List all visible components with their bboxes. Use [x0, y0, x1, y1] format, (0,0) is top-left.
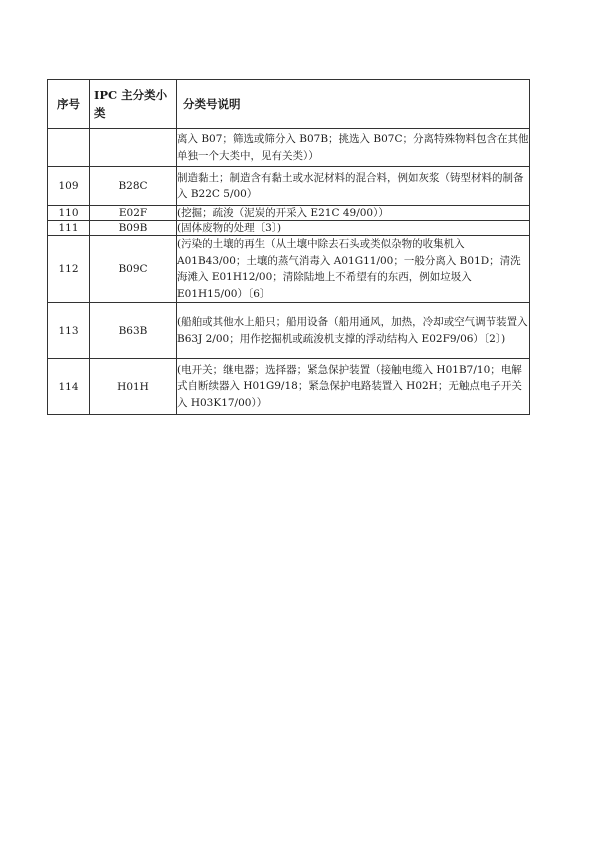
row-description: (污染的土壤的再生（从土壤中除去石头或类似杂物的收集机入 A01B43/00；土壤的蒸气消毒入 A01G11/00；一般分离入 B01D；清洗海滩入 E01H12/00；清除陆地上不希望有的东西，例如垃圾入 E01H15/00）〔6〕 [177, 236, 530, 303]
header-serial-number: 序号 [48, 80, 90, 129]
row-ipc-code: B09C [90, 236, 177, 303]
row-ipc-code: B63B [90, 303, 177, 359]
row-ipc-code: E02F [90, 206, 177, 221]
row-description: 离入 B07；筛选或筛分入 B07B；挑选入 B07C；分离特殊物料包含在其他单独一个大类中，见有关类）） [177, 129, 530, 167]
table-row [48, 221, 530, 236]
row-ipc-code: B09B [90, 221, 177, 236]
row-serial-number [48, 129, 90, 167]
ipc-classification-table [47, 79, 530, 415]
table-header [48, 80, 530, 129]
header-ipc-main-class [90, 80, 177, 129]
row-serial-number: 113 [48, 303, 90, 359]
header-classification-description: 分类号说明 [177, 80, 530, 129]
row-description: (固体废物的处理〔3〕) [177, 221, 530, 236]
row-description: (挖掘；疏浚（泥炭的开采入 E21C 49/00）） [177, 206, 530, 221]
row-serial-number: 109 [48, 167, 90, 206]
row-serial-number: 110 [48, 206, 90, 221]
table-row [48, 206, 530, 221]
row-description: 制造黏土；制造含有黏土或水泥材料的混合料，例如灰浆（铸型材料的制备入 B22C 5/00） [177, 167, 530, 206]
table-body [48, 129, 530, 415]
table-row [48, 167, 530, 206]
table-row [48, 303, 530, 359]
table-row [48, 236, 530, 303]
header-ipc-main-class-line1: IPC 主分类小 [94, 88, 168, 102]
row-description: (船舶或其他水上船只；船用设备（船用通风，加热，冷却或空气调节装置入 B63J 2/00；用作挖掘机或疏浚机支撑的浮动结构入 E02F9/06）〔2〕) [177, 303, 530, 359]
row-ipc-code: H01H [90, 359, 177, 415]
header-ipc-main-class-line2: 类 [94, 106, 106, 120]
row-description: (电开关；继电器；选择器；紧急保护装置（接触电缆入 H01B7/10；电解式自断续器入 H01G9/18；紧急保护电路装置入 H02H；无触点电子开关入 H03K17/00）） [177, 359, 530, 415]
row-serial-number: 112 [48, 236, 90, 303]
row-ipc-code [90, 129, 177, 167]
row-serial-number: 111 [48, 221, 90, 236]
row-serial-number: 114 [48, 359, 90, 415]
row-ipc-code: B28C [90, 167, 177, 206]
table-row [48, 129, 530, 167]
table-row [48, 359, 530, 415]
